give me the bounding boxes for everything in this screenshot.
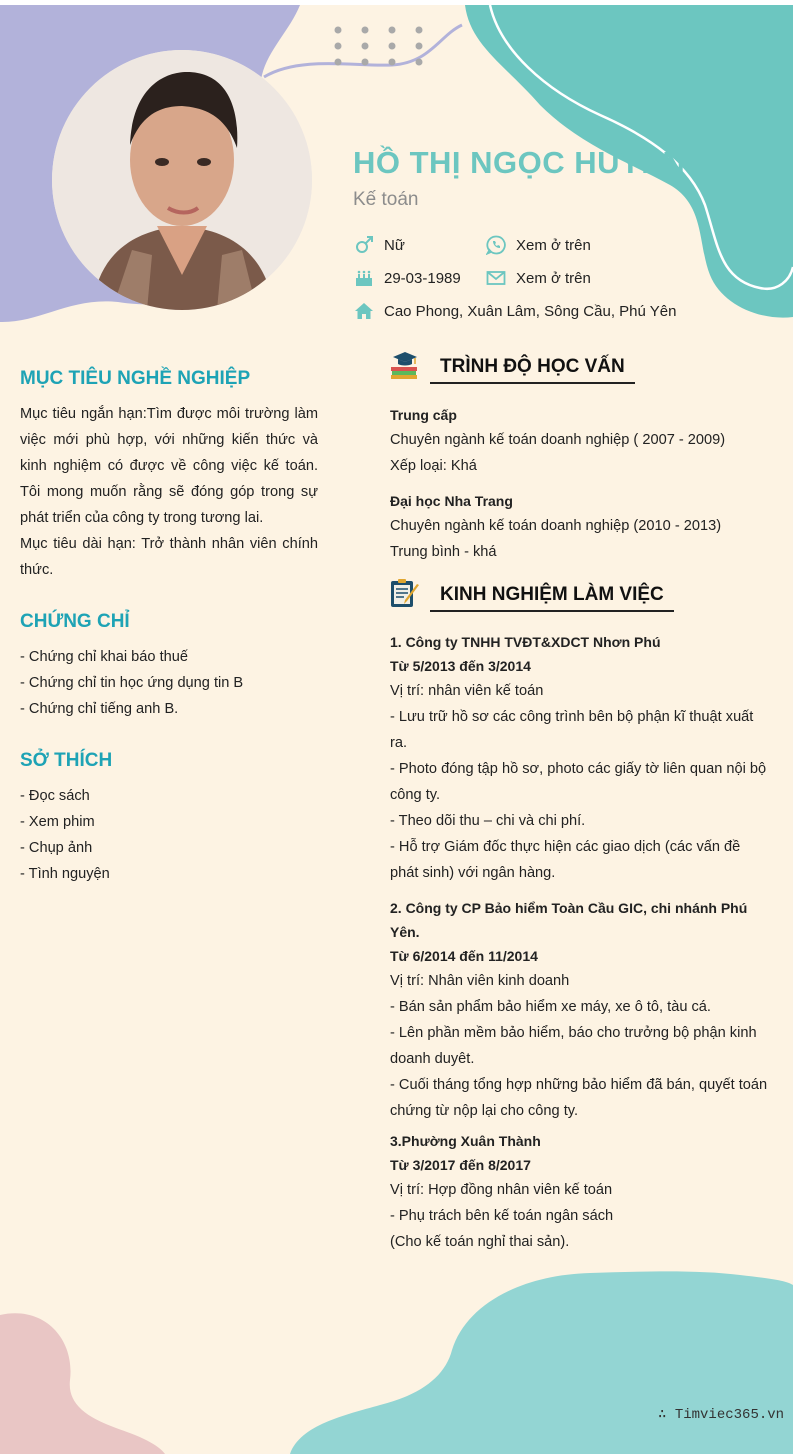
job-detail: - Photo đóng tập hồ sơ, photo các giấy tờ liên quan nội bộ công ty.	[390, 761, 767, 803]
email-value: Xem ở trên	[516, 270, 591, 287]
career-objective-title: MỤC TIÊU NGHỀ NGHIỆP	[20, 368, 251, 389]
birthday-value: 29-03-1989	[384, 270, 461, 287]
education-grade: Xếp loại: Khá	[390, 458, 477, 474]
certificates-title: CHỨNG CHỈ	[20, 611, 130, 632]
job-detail: Vị trí: Hợp đồng nhân viên kế toán	[390, 1182, 613, 1198]
company-name: 1. Công ty TNHH TVĐT&XDCT Nhơn Phú	[390, 634, 661, 650]
company-name: 2. Công ty CP Bảo hiểm Toàn Cầu GIC, chi nhánh Phú Yên.	[390, 900, 748, 940]
company-name: 3.Phường Xuân Thành	[390, 1133, 541, 1149]
job-entry	[390, 1129, 770, 1255]
list-item: - Chứng chỉ tiếng anh B.	[20, 701, 179, 717]
job-detail: - Hỗ trợ Giám đốc thực hiện các giao dịch (các vấn đề phát sinh) với ngân hàng.	[390, 839, 741, 881]
birthday-cake-icon	[354, 268, 374, 288]
phone-value: Xem ở trên	[516, 237, 591, 254]
home-icon	[354, 301, 374, 321]
job-title: Kế toán	[353, 189, 419, 210]
list-item: - Xem phim	[20, 814, 95, 830]
job-period: Từ 6/2014 đến 11/2014	[390, 948, 538, 964]
school-name: Trung cấp	[390, 407, 457, 423]
job-period: Từ 3/2017 đến 8/2017	[390, 1157, 531, 1173]
list-item: - Đọc sách	[20, 788, 90, 804]
job-detail: - Lên phần mềm bảo hiểm, báo cho trưởng bộ phận kinh doanh duyêt.	[390, 1025, 757, 1067]
job-detail: - Cuối tháng tổng hợp những bảo hiểm đã bán, quyết toán chứng từ nộp lại cho công ty.	[390, 1077, 768, 1119]
list-item: - Chụp ảnh	[20, 840, 93, 856]
site-watermark: ∴ Timviec365.vn	[658, 1407, 785, 1423]
education-grade: Trung bình - khá	[390, 544, 497, 560]
short-term-objective: Mục tiêu ngắn hạn:Tìm được môi trường làm việc mới phù hợp, với những kiến thức và kinh nghiệm có được về công việc kế toán. Tôi mong muốn rằng sẽ đóng góp trong sự phát triển của công ty trong tương lai.	[20, 406, 318, 526]
career-objective-text	[20, 401, 318, 583]
job-detail: - Lưu trữ hồ sơ các công trình bên bộ phận kĩ thuật xuất ra.	[390, 709, 754, 751]
job-detail: (Cho kế toán nghỉ thai sản).	[390, 1234, 570, 1250]
job-entry	[390, 896, 770, 1124]
education-entry	[390, 403, 770, 479]
long-term-objective: Mục tiêu dài hạn: Trở thành nhân viên chính thức.	[20, 536, 318, 578]
job-detail: - Phụ trách bên kế toán ngân sách	[390, 1208, 614, 1224]
list-item: - Chứng chỉ khai báo thuế	[20, 649, 188, 665]
education-entry	[390, 489, 770, 565]
job-detail: - Theo dõi thu – chi và chi phí.	[390, 813, 586, 829]
list-item: - Chứng chỉ tin học ứng dụng tin B	[20, 675, 244, 691]
job-detail: - Bán sản phẩm bảo hiểm xe máy, xe ô tô, tàu cá.	[390, 999, 711, 1015]
phone-icon	[486, 235, 506, 255]
education-major: Chuyên ngành kế toán doanh nghiệp ( 2007 - 2009)	[390, 432, 726, 448]
gender-icon	[354, 235, 374, 255]
hobbies-list	[20, 783, 110, 887]
job-detail: Vị trí: nhân viên kế toán	[390, 683, 544, 699]
certificates-list	[20, 644, 243, 722]
school-name: Đại học Nha Trang	[390, 493, 513, 509]
experience-title: KINH NGHIỆM LÀM VIỆC	[430, 584, 674, 612]
candidate-name: HỒ THỊ NGỌC HUYỀN	[353, 145, 686, 180]
avatar	[52, 50, 312, 310]
list-item: - Tình nguyện	[20, 866, 110, 882]
job-entry	[390, 630, 770, 886]
work-experience-icon	[389, 577, 421, 609]
job-detail: Vị trí: Nhân viên kinh doanh	[390, 973, 570, 989]
email-icon	[486, 268, 506, 288]
education-major: Chuyên ngành kế toán doanh nghiệp (2010 - 2013)	[390, 518, 722, 534]
hobbies-title: SỞ THÍCH	[20, 750, 113, 771]
education-title: TRÌNH ĐỘ HỌC VẤN	[430, 356, 635, 384]
gender-value: Nữ	[384, 237, 405, 254]
job-period: Từ 5/2013 đến 3/2014	[390, 658, 531, 674]
education-books-icon	[389, 349, 421, 381]
address-value: Cao Phong, Xuân Lâm, Sông Cầu, Phú Yên	[384, 303, 677, 320]
portrait-illustration	[52, 50, 312, 310]
